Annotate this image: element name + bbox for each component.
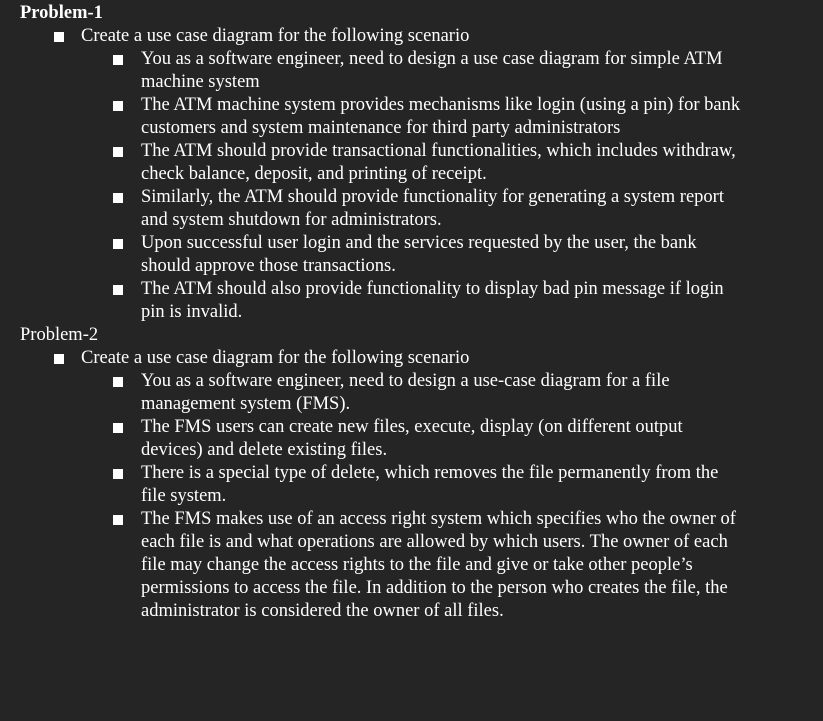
problem-2-item-text: The FMS makes use of an access right system which specifies who the owner of each file is and what operations are allowed by which users. The owner of each file may change the access rights to the file and give or take other people’s permissions to access the file. In addition to the person who creates the file, the administrator is considered the owner of all files. — [141, 509, 736, 621]
problem-2-item-text: You as a software engineer, need to design a use-case diagram for a file management system (FMS). — [141, 371, 670, 414]
square-bullet-icon — [113, 101, 123, 111]
problem-1-item-5 — [141, 232, 741, 278]
problem-1-item-text: You as a software engineer, need to design a use case diagram for simple ATM machine system — [141, 49, 723, 92]
square-bullet-icon — [54, 354, 64, 364]
problem-2-item-3 — [141, 462, 741, 508]
square-bullet-icon — [113, 377, 123, 387]
document-body — [0, 2, 823, 623]
problem-1-item-4 — [141, 186, 741, 232]
problem-1-item-text: The ATM machine system provides mechanisms like login (using a pin) for bank customers and system maintenance for third party administrators — [141, 95, 741, 138]
problem-2-item-4 — [141, 508, 741, 623]
square-bullet-icon — [113, 147, 123, 157]
problem-2-title: Problem-2 — [20, 325, 99, 345]
square-bullet-icon — [113, 285, 123, 295]
problem-1-item-2 — [141, 94, 741, 140]
square-bullet-icon — [113, 469, 123, 479]
problem-1-task-text: Create a use case diagram for the following scenario — [81, 26, 470, 46]
problem-2-task-text: Create a use case diagram for the following scenario — [81, 348, 470, 368]
problem-2-item-text: The FMS users can create new files, execute, display (on different output devices) and delete existing files. — [141, 417, 683, 460]
problem-2-task — [81, 347, 823, 370]
square-bullet-icon — [113, 423, 123, 433]
problem-2-item-text: There is a special type of delete, which removes the file permanently from the file system. — [141, 463, 719, 506]
problem-1-item-text: The ATM should also provide functionality to display bad pin message if login pin is invalid. — [141, 279, 724, 322]
problem-1-item-3 — [141, 140, 741, 186]
problem-1-title: Problem-1 — [20, 3, 103, 23]
square-bullet-icon — [113, 239, 123, 249]
square-bullet-icon — [113, 55, 123, 65]
problem-1-item-text: The ATM should provide transactional functionalities, which includes withdraw, check balance, deposit, and printing of receipt. — [141, 141, 736, 184]
problem-1-item-text: Upon successful user login and the services requested by the user, the bank should approve those transactions. — [141, 233, 697, 276]
problem-1-task — [81, 25, 823, 48]
problem-1-item-text: Similarly, the ATM should provide functionality for generating a system report and system shutdown for administrators. — [141, 187, 724, 230]
problem-2-item-2 — [141, 416, 741, 462]
problem-1-item-1 — [141, 48, 741, 94]
square-bullet-icon — [113, 515, 123, 525]
problem-1-item-6 — [141, 278, 741, 324]
square-bullet-icon — [54, 32, 64, 42]
problem-2-item-1 — [141, 370, 741, 416]
square-bullet-icon — [113, 193, 123, 203]
